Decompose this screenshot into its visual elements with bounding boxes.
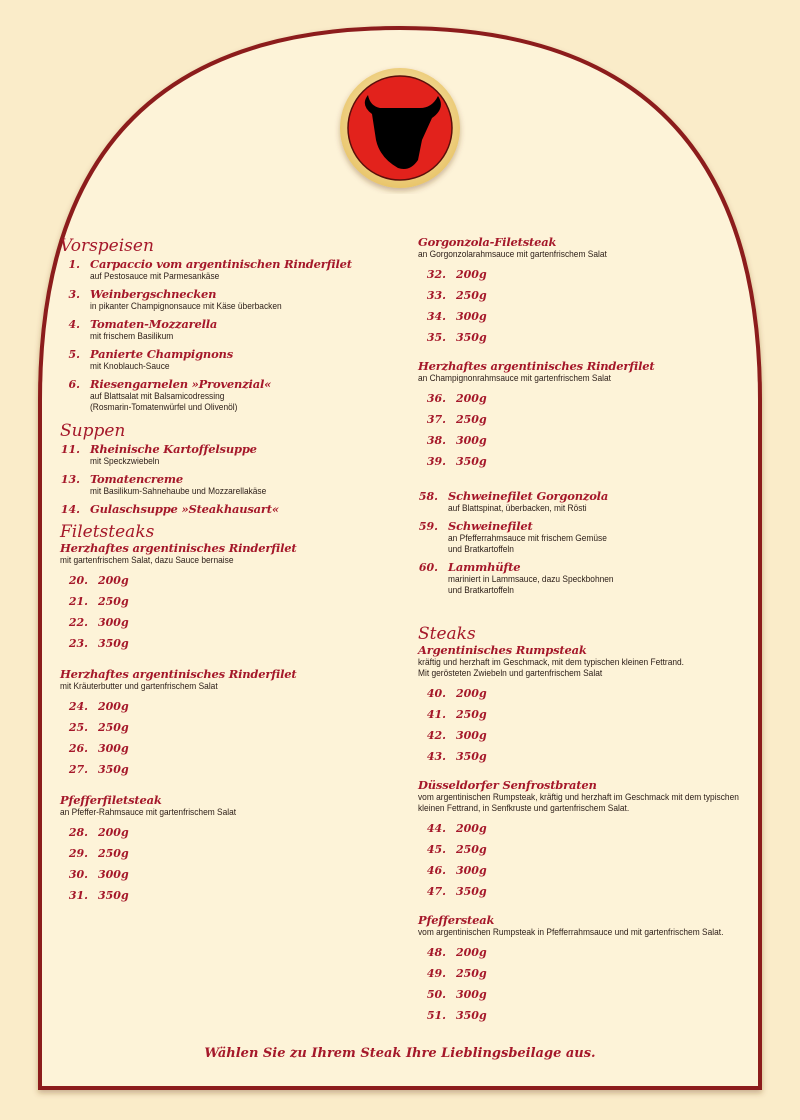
size-option: 21. 250g: [68, 595, 129, 608]
size-option: 49. 250g: [426, 967, 487, 980]
item-name: Gulaschsuppe »Steakhausart«: [90, 502, 279, 516]
group-name: Herzhaftes argentinisches Rinderfilet: [418, 359, 655, 373]
item-desc: an Pfefferrahmsauce mit frischem Gemüse: [448, 533, 607, 543]
item-desc: und Bratkartoffeln: [448, 544, 514, 554]
size-option: 48. 200g: [426, 946, 487, 959]
size-option: 39. 350g: [426, 455, 487, 468]
item-number: 11.: [60, 443, 80, 456]
menu-item: [60, 378, 405, 413]
item-desc: auf Blattspinat, überbacken, mit Rösti: [448, 503, 587, 513]
footer-note: Wählen Sie zu Ihrem Steak Ihre Lieblingsbeilage aus.: [204, 1046, 596, 1061]
group-desc: an Gorgonzolarahmsauce mit gartenfrischem Salat: [418, 249, 607, 259]
group-name: Düsseldorfer Senfrostbraten: [418, 778, 597, 792]
dish-group: [418, 779, 778, 902]
item-name: Riesengarnelen »Provenzial«: [90, 377, 272, 391]
menu-item: [60, 473, 405, 497]
dish-group: [60, 794, 405, 906]
size-option: 38. 300g: [426, 434, 487, 447]
item-desc: (Rosmarin-Tomatenwürfel und Olivenöl): [90, 402, 238, 412]
size-option: 46. 300g: [426, 864, 487, 877]
group-name: Argentinisches Rumpsteak: [418, 643, 587, 657]
group-name: Pfeffersteak: [418, 913, 495, 927]
group-desc: Mit gerösteten Zwiebeln und gartenfrischem Salat: [418, 668, 603, 678]
size-option: 34. 300g: [426, 310, 487, 323]
size-option: 45. 250g: [426, 843, 487, 856]
size-option: 41. 250g: [426, 708, 487, 721]
left-column: [60, 236, 405, 906]
right-column: [418, 236, 778, 1026]
size-option: 44. 200g: [426, 822, 487, 835]
item-name: Tomatencreme: [90, 472, 183, 486]
size-option: 24. 200g: [68, 700, 129, 713]
menu-item: [60, 503, 405, 516]
item-desc: mit Basilikum-Sahnehaube und Mozzarellakäse: [90, 486, 267, 496]
item-desc: mit frischem Basilikum: [90, 331, 174, 341]
group-name: Gorgonzola-Filetsteak: [418, 235, 557, 249]
group-desc: an Pfeffer-Rahmsauce mit gartenfrischem Salat: [60, 807, 237, 817]
size-option: 50. 300g: [426, 988, 487, 1001]
size-option: 27. 350g: [68, 763, 129, 776]
item-number: 59.: [418, 520, 438, 533]
menu-item: [418, 561, 778, 596]
size-option: 40. 200g: [426, 687, 487, 700]
size-option: 32. 200g: [426, 268, 487, 281]
menu-item: [60, 443, 405, 467]
item-number: 6.: [68, 378, 80, 391]
specials-list: [418, 490, 778, 596]
size-option: 23. 350g: [68, 637, 129, 650]
dish-group: [418, 914, 778, 1026]
section-suppen: [60, 421, 405, 516]
size-option: 43. 350g: [426, 750, 487, 763]
dish-group: [418, 360, 778, 472]
dish-group: [418, 236, 778, 348]
size-option: 30. 300g: [68, 868, 129, 881]
size-option: 42. 300g: [426, 729, 487, 742]
menu-item: [418, 490, 778, 514]
item-number: 60.: [418, 561, 438, 574]
item-name: Weinbergschnecken: [90, 287, 217, 301]
group-name: Herzhaftes argentinisches Rinderfilet: [60, 667, 297, 681]
menu-item: [60, 258, 405, 282]
section-filetsteaks: [60, 522, 405, 906]
section-title: Vorspeisen: [60, 236, 154, 256]
item-number: 4.: [68, 318, 80, 331]
group-desc: kräftig und herzhaft im Geschmack, mit dem typischen kleinen Fettrand.: [418, 657, 685, 667]
item-desc: mit Knoblauch-Sauce: [90, 361, 170, 371]
size-option: 29. 250g: [68, 847, 129, 860]
group-desc: kleinen Fettrand, in Senfkruste und gartenfrischem Salat.: [418, 803, 630, 813]
section-vorspeisen: [60, 236, 405, 413]
item-name: Lammhüfte: [448, 560, 521, 574]
item-name: Schweinefilet Gorgonzola: [448, 489, 609, 503]
size-option: 47. 350g: [426, 885, 487, 898]
item-number: 3.: [68, 288, 80, 301]
item-desc: auf Blattsalat mit Balsamicodressing: [90, 391, 225, 401]
logo-emblem: [340, 68, 460, 188]
size-option: 36. 200g: [426, 392, 487, 405]
section-steaks: [418, 624, 778, 1026]
size-option: 28. 200g: [68, 826, 129, 839]
item-desc: und Bratkartoffeln: [448, 585, 514, 595]
section-title: Suppen: [60, 421, 126, 441]
item-desc: in pikanter Champignonsauce mit Käse überbacken: [90, 301, 282, 311]
item-number: 14.: [60, 503, 80, 516]
item-desc: mariniert in Lammsauce, dazu Speckbohnen: [448, 574, 614, 584]
dish-group: [60, 542, 405, 654]
size-option: 33. 250g: [426, 289, 487, 302]
size-option: 51. 350g: [426, 1009, 487, 1022]
item-number: 1.: [68, 258, 80, 271]
group-desc: an Champignonrahmsauce mit gartenfrischem Salat: [418, 373, 612, 383]
menu-item: [60, 318, 405, 342]
item-number: 5.: [68, 348, 80, 361]
item-name: Tomaten-Mozzarella: [90, 317, 218, 331]
menu-item: [418, 520, 778, 555]
item-desc: auf Pestosauce mit Parmesankäse: [90, 271, 220, 281]
size-option: 25. 250g: [68, 721, 129, 734]
dish-group: [60, 668, 405, 780]
item-number: 58.: [418, 490, 438, 503]
item-name: Carpaccio vom argentinischen Rinderfilet: [90, 257, 352, 271]
size-option: 37. 250g: [426, 413, 487, 426]
section-title: Filetsteaks: [60, 522, 155, 542]
item-desc: mit Speckzwiebeln: [90, 456, 160, 466]
group-name: Pfefferfiletsteak: [60, 793, 162, 807]
group-desc: vom argentinischen Rumpsteak in Pfefferrahmsauce und mit gartenfrischem Salat.: [418, 927, 724, 937]
group-name: Herzhaftes argentinisches Rinderfilet: [60, 541, 297, 555]
section-title: Steaks: [418, 624, 476, 644]
size-option: 35. 350g: [426, 331, 487, 344]
dish-group: [418, 644, 778, 767]
group-desc: vom argentinischen Rumpsteak, kräftig und herzhaft im Geschmack mit dem typischen: [418, 792, 739, 802]
group-desc: mit gartenfrischem Salat, dazu Sauce bernaise: [60, 555, 234, 565]
menu-item: [60, 288, 405, 312]
item-number: 13.: [60, 473, 80, 486]
item-name: Schweinefilet: [448, 519, 533, 533]
item-name: Panierte Champignons: [90, 347, 233, 361]
size-option: 20. 200g: [68, 574, 129, 587]
size-option: 26. 300g: [68, 742, 129, 755]
menu-item: [60, 348, 405, 372]
size-option: 22. 300g: [68, 616, 129, 629]
item-name: Rheinische Kartoffelsuppe: [90, 442, 257, 456]
size-option: 31. 350g: [68, 889, 129, 902]
group-desc: mit Kräuterbutter und gartenfrischem Salat: [60, 681, 218, 691]
